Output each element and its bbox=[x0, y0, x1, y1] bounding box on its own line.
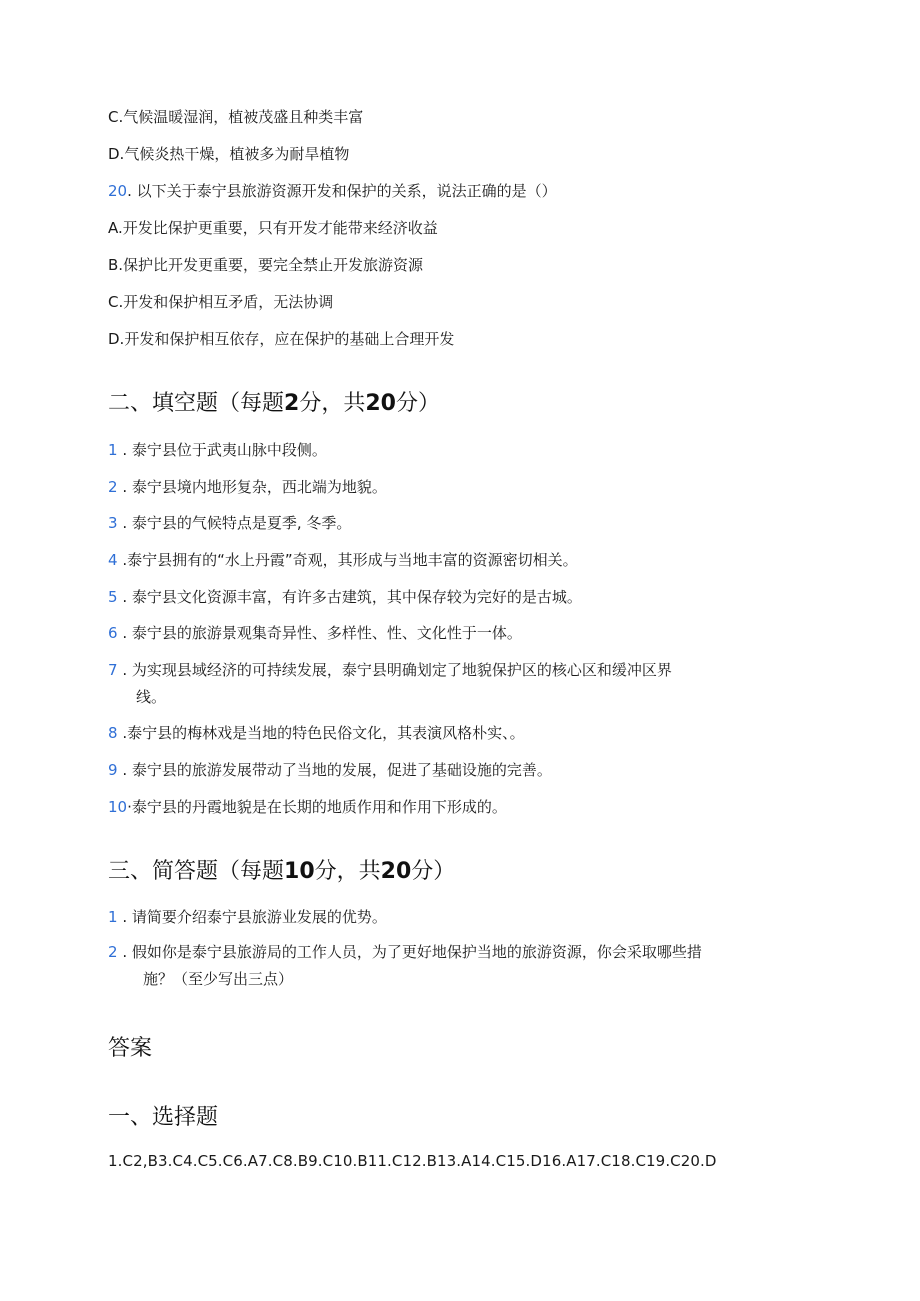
q20-option-a: A.开发比保护更重要，只有开发才能带来经济收益 bbox=[108, 219, 438, 237]
q20-option-c: C.开发和保护相互矛盾，无法协调 bbox=[108, 293, 334, 311]
short-answer-item-2 bbox=[108, 942, 702, 962]
item-text: . 假如你是泰宁县旅游局的工作人员，为了更好地保护当地的旅游资源，你会采取哪些措 bbox=[117, 943, 702, 961]
item-text: .泰宁县的梅林戏是当地的特色民俗文化，其表演风格朴实、。 bbox=[117, 724, 525, 742]
item-text: . 泰宁县境内地形复杂，西北端为地貌。 bbox=[117, 478, 387, 496]
heading-number: 20 bbox=[365, 391, 396, 416]
item-text: . 泰宁县的气候特点是夏季, 冬季。 bbox=[117, 514, 352, 532]
q20-option-b: B.保护比开发更重要，要完全禁止开发旅游资源 bbox=[108, 256, 424, 274]
answers-title: 答案 bbox=[108, 1036, 153, 1061]
heading-suffix: 分） bbox=[411, 859, 456, 884]
heading-mid: 分，共 bbox=[299, 391, 366, 416]
item-text: .泰宁县拥有的“水上丹霞”奇观，其形成与当地丰富的资源密切相关。 bbox=[117, 551, 578, 569]
fill-blank-item-10 bbox=[108, 797, 507, 817]
q19-option-d: D.气候炎热干燥，植被多为耐旱植物 bbox=[108, 145, 350, 163]
answers-line: 1.C2,B3.C4.C5.C6.A7.C8.B9.C10.B11.C12.B13.A14.C15.D16.A17.C18.C19.C20.D bbox=[108, 1152, 717, 1170]
item-text: . 请简要介绍泰宁县旅游业发展的优势。 bbox=[117, 908, 387, 926]
item-text: ·泰宁县的丹霞地貌是在长期的地质作用和作用下形成的。 bbox=[127, 798, 507, 816]
fill-blank-item-7-continuation: 线。 bbox=[136, 688, 167, 706]
item-number: 10 bbox=[108, 798, 128, 816]
item-number: 5 bbox=[108, 588, 118, 606]
fill-blank-item-2 bbox=[108, 477, 387, 497]
answers-section-heading: 一、选择题 bbox=[108, 1105, 219, 1130]
section-heading-short-answer bbox=[108, 858, 455, 886]
item-text: . 泰宁县位于武夷山脉中段侧。 bbox=[117, 441, 327, 459]
item-number: 7 bbox=[108, 661, 118, 679]
fill-blank-item-5 bbox=[108, 587, 582, 607]
fill-blank-item-6 bbox=[108, 623, 522, 643]
short-answer-item-1 bbox=[108, 907, 387, 927]
heading-prefix: 三、简答题（每题 bbox=[108, 859, 285, 884]
fill-blank-item-9 bbox=[108, 760, 552, 780]
item-number: 3 bbox=[108, 514, 118, 532]
heading-number: 10 bbox=[284, 859, 315, 884]
item-text: . 泰宁县的旅游景观集奇异性、多样性、性、文化性于一体。 bbox=[117, 624, 522, 642]
item-text: . 泰宁县文化资源丰富，有许多古建筑，其中保存较为完好的是古城。 bbox=[117, 588, 582, 606]
item-number: 2 bbox=[108, 478, 118, 496]
heading-number: 20 bbox=[380, 859, 412, 884]
q20-stem bbox=[108, 181, 557, 201]
heading-number: 2 bbox=[284, 391, 300, 416]
question-number: 20 bbox=[108, 182, 128, 200]
item-number: 9 bbox=[108, 761, 118, 779]
section-heading-fill-blank bbox=[108, 390, 440, 418]
item-number: 1 bbox=[108, 441, 118, 459]
heading-prefix: 二、填空题（每题 bbox=[108, 391, 285, 416]
item-number: 8 bbox=[108, 724, 118, 742]
fill-blank-item-1 bbox=[108, 440, 327, 460]
item-number: 6 bbox=[108, 624, 118, 642]
fill-blank-item-7 bbox=[108, 660, 672, 680]
heading-mid: 分，共 bbox=[314, 859, 381, 884]
fill-blank-item-3 bbox=[108, 513, 351, 533]
question-text: . 以下关于泰宁县旅游资源开发和保护的关系，说法正确的是（） bbox=[127, 182, 557, 200]
item-text: . 为实现县域经济的可持续发展，泰宁县明确划定了地貌保护区的核心区和缓冲区界 bbox=[117, 661, 672, 679]
q20-option-d: D.开发和保护相互依存，应在保护的基础上合理开发 bbox=[108, 330, 455, 348]
heading-suffix: 分） bbox=[395, 391, 440, 416]
item-text: . 泰宁县的旅游发展带动了当地的发展，促进了基础设施的完善。 bbox=[117, 761, 552, 779]
fill-blank-item-8 bbox=[108, 723, 525, 743]
q19-option-c: C.气候温暖湿润，植被茂盛且种类丰富 bbox=[108, 108, 364, 126]
item-number: 4 bbox=[108, 551, 118, 569]
fill-blank-item-4 bbox=[108, 550, 578, 570]
item-number: 2 bbox=[108, 943, 118, 961]
item-number: 1 bbox=[108, 908, 118, 926]
short-answer-item-2-continuation: 施？（至少写出三点） bbox=[143, 970, 294, 988]
